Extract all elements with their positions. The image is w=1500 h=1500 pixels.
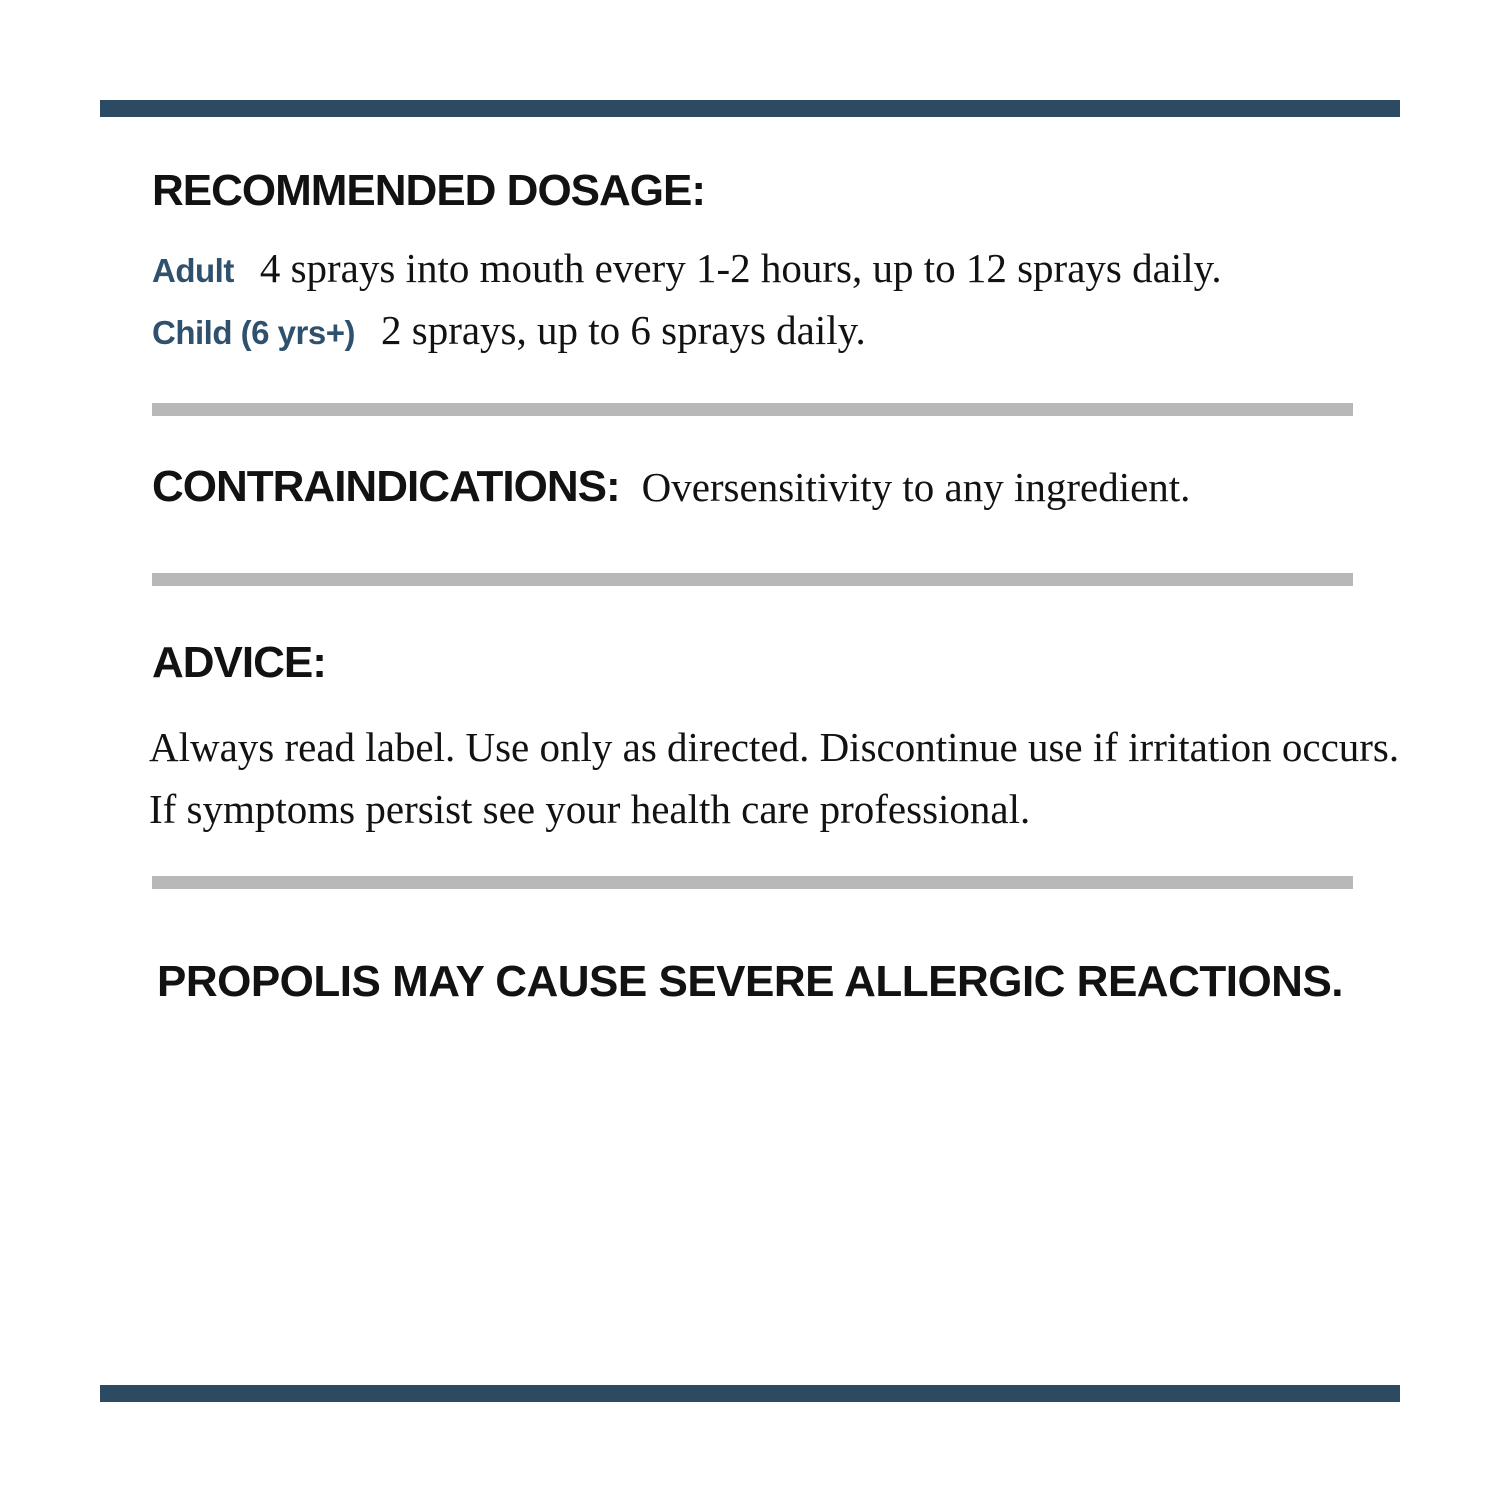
contraindications-line [152,462,1190,522]
recommended-dosage-heading: RECOMMENDED DOSAGE: [152,166,706,215]
contraindications-heading: CONTRAINDICATIONS: [152,462,620,511]
dosage-text-adult: 4 sprays into mouth every 1-2 hours, up to 12 sprays daily. [259,245,1222,291]
dosage-row-child [152,304,1222,366]
propolis-warning-text: PROPOLIS MAY CAUSE SEVERE ALLERGIC REACTIONS. [156,957,1344,1006]
dosage-text-child: 2 sprays, up to 6 sprays daily. [380,307,866,353]
section-divider-3 [152,876,1353,889]
dosage-row-adult [152,242,1222,304]
dosage-label-adult: Adult [152,252,234,289]
advice-text: Always read label. Use only as directed. Discontinue use if irritation occurs. If symptoms persist see your health care professional. [149,724,1400,832]
top-border-bar [100,100,1400,117]
dosage-rows [152,242,1222,366]
dosage-label-child: Child (6 yrs+) [152,314,355,351]
section-divider-2 [152,573,1353,586]
advice-heading: ADVICE: [152,638,326,687]
bottom-border-bar [100,1385,1400,1402]
contraindications-text: Oversensitivity to any ingredient. [641,464,1191,510]
section-divider-1 [152,403,1353,416]
